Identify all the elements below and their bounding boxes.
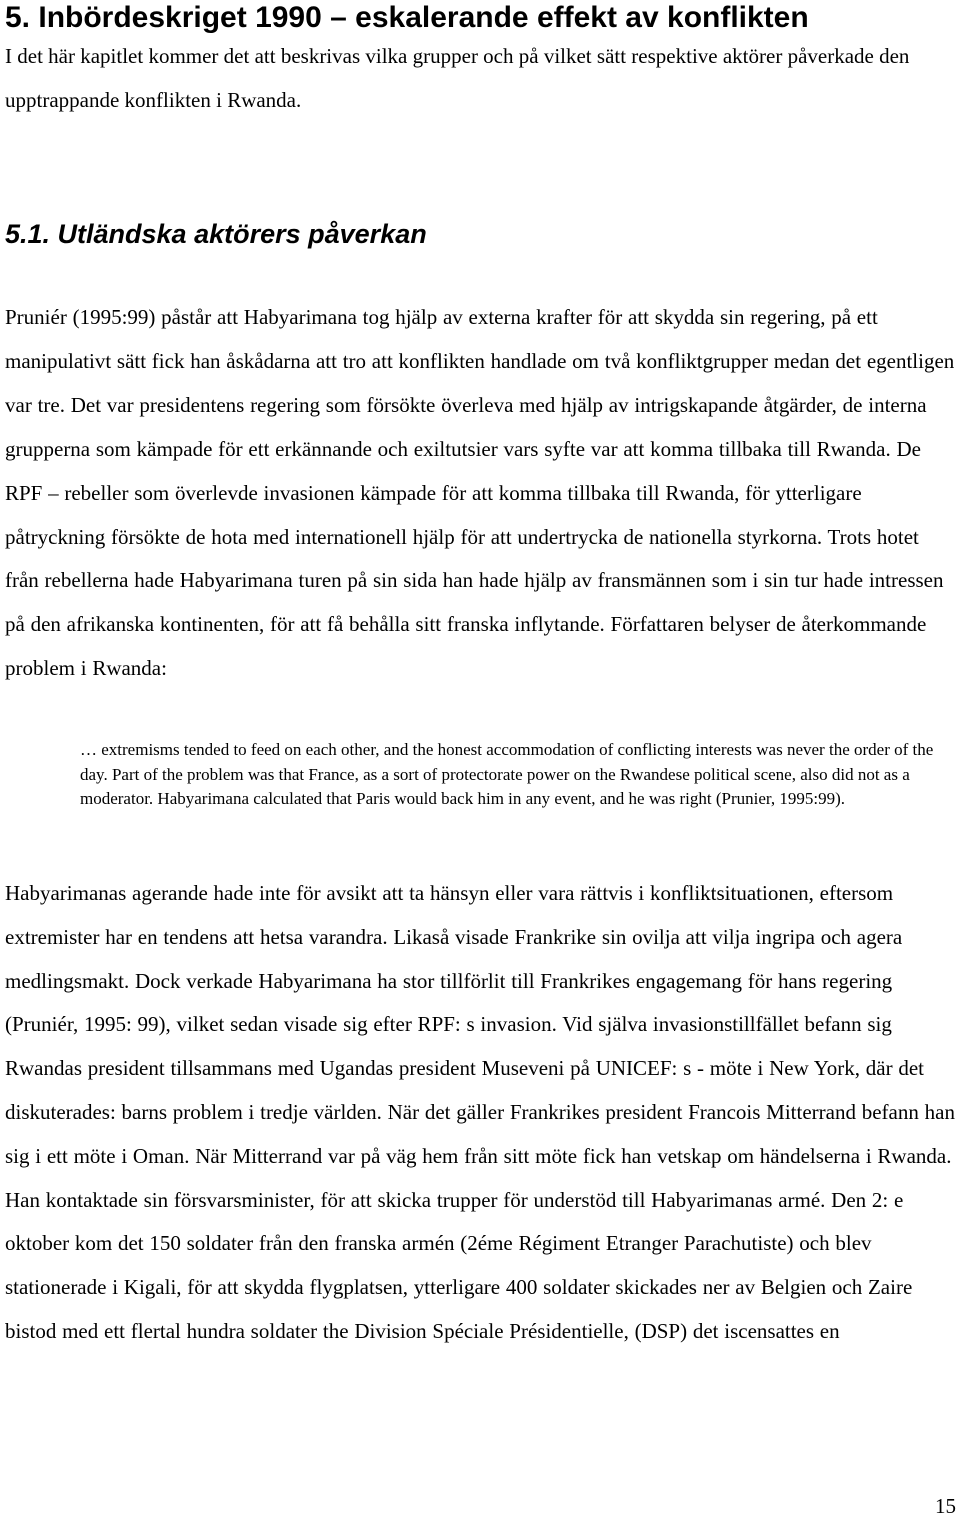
intro-paragraph: I det här kapitlet kommer det att beskrivas vilka grupper och på vilket sätt respektive aktörer påverkade den upptrappande konflikten i Rwanda.: [5, 44, 910, 112]
block-quote: … extremisms tended to feed on each other, and the honest accommodation of conflicting interests was never the order of the day. Part of the problem was that France, as a sort of protectorate power on the Rwandese political scene, also did not as a moderator. Habyarimana calculated that Paris would back him in any event, and he was right (Prunier, 1995:99).: [80, 740, 934, 809]
chapter-heading: 5. Inbördeskriget 1990 – eskalerande effekt av konflikten: [5, 1, 809, 34]
body-paragraph-1: Pruniér (1995:99) påstår att Habyarimana tog hjälp av externa krafter för att skydda sin regering, på ett manipulativt sätt fick han åskådarna att tro att konflikten handlade om två konfliktgrupper medan det egentligen var tre. Det var presidentens regering som försökte överleva med hjälp av intrigskapande åtgärder, de interna grupperna som kämpade för ett erkännande och exiltutsier vars syfte var att komma tillbaka till Rwanda. De RPF – rebeller som överlevde invasionen kämpade för att komma tillbaka till Rwanda, för ytterligare påtryckning försökte de hota med internationell hjälp för att undertrycka de nationella styrkorna. Trots hotet från rebellerna hade Habyarimana turen på sin sida han hade hjälp av fransmännen som i sin tur hade intressen på den afrikanska kontinenten, för att få behålla sitt franska inflytande. Författaren belyser de återkommande problem i Rwanda:: [5, 305, 955, 681]
page-number: 15: [935, 1494, 956, 1518]
section-heading: 5.1. Utländska aktörers påverkan: [5, 219, 427, 249]
body-paragraph-2: Habyarimanas agerande hade inte för avsikt att ta hänsyn eller vara rättvis i konfliktsituationen, eftersom extremister har en tendens att hetsa varandra. Likaså visade Frankrike sin ovilja att vilja ingripa och agera medlingsmakt. Dock verkade Habyarimana ha stor tillförlit till Frankrikes engagemang för hans regering (Pruniér, 1995: 99), vilket sedan visade sig efter RPF: s invasion. Vid själva invasionstillfället befann sig Rwandas president tillsammans med Ugandas president Museveni på UNICEF: s - möte i New York, där det diskuterades: barns problem i tredje världen. När det gäller Frankrikes president Francois Mitterrand befann han sig i ett möte i Oman. När Mitterrand var på väg hem från sitt möte fick han vetskap om händelserna i Rwanda. Han kontaktade sin försvarsminister, för att skicka trupper för understöd till Habyarimanas armé. Den 2: e oktober kom det 150 soldater från den franska armén (2éme Régiment Etranger Parachutiste) och blev stationerade i Kigali, för att skydda flygplatsen, ytterligare 400 soldater skickades ner av Belgien och Zaire bistod med ett flertal hundra soldater the Division Spéciale Présidentielle, (DSP) det iscensattes en: [5, 881, 955, 1343]
